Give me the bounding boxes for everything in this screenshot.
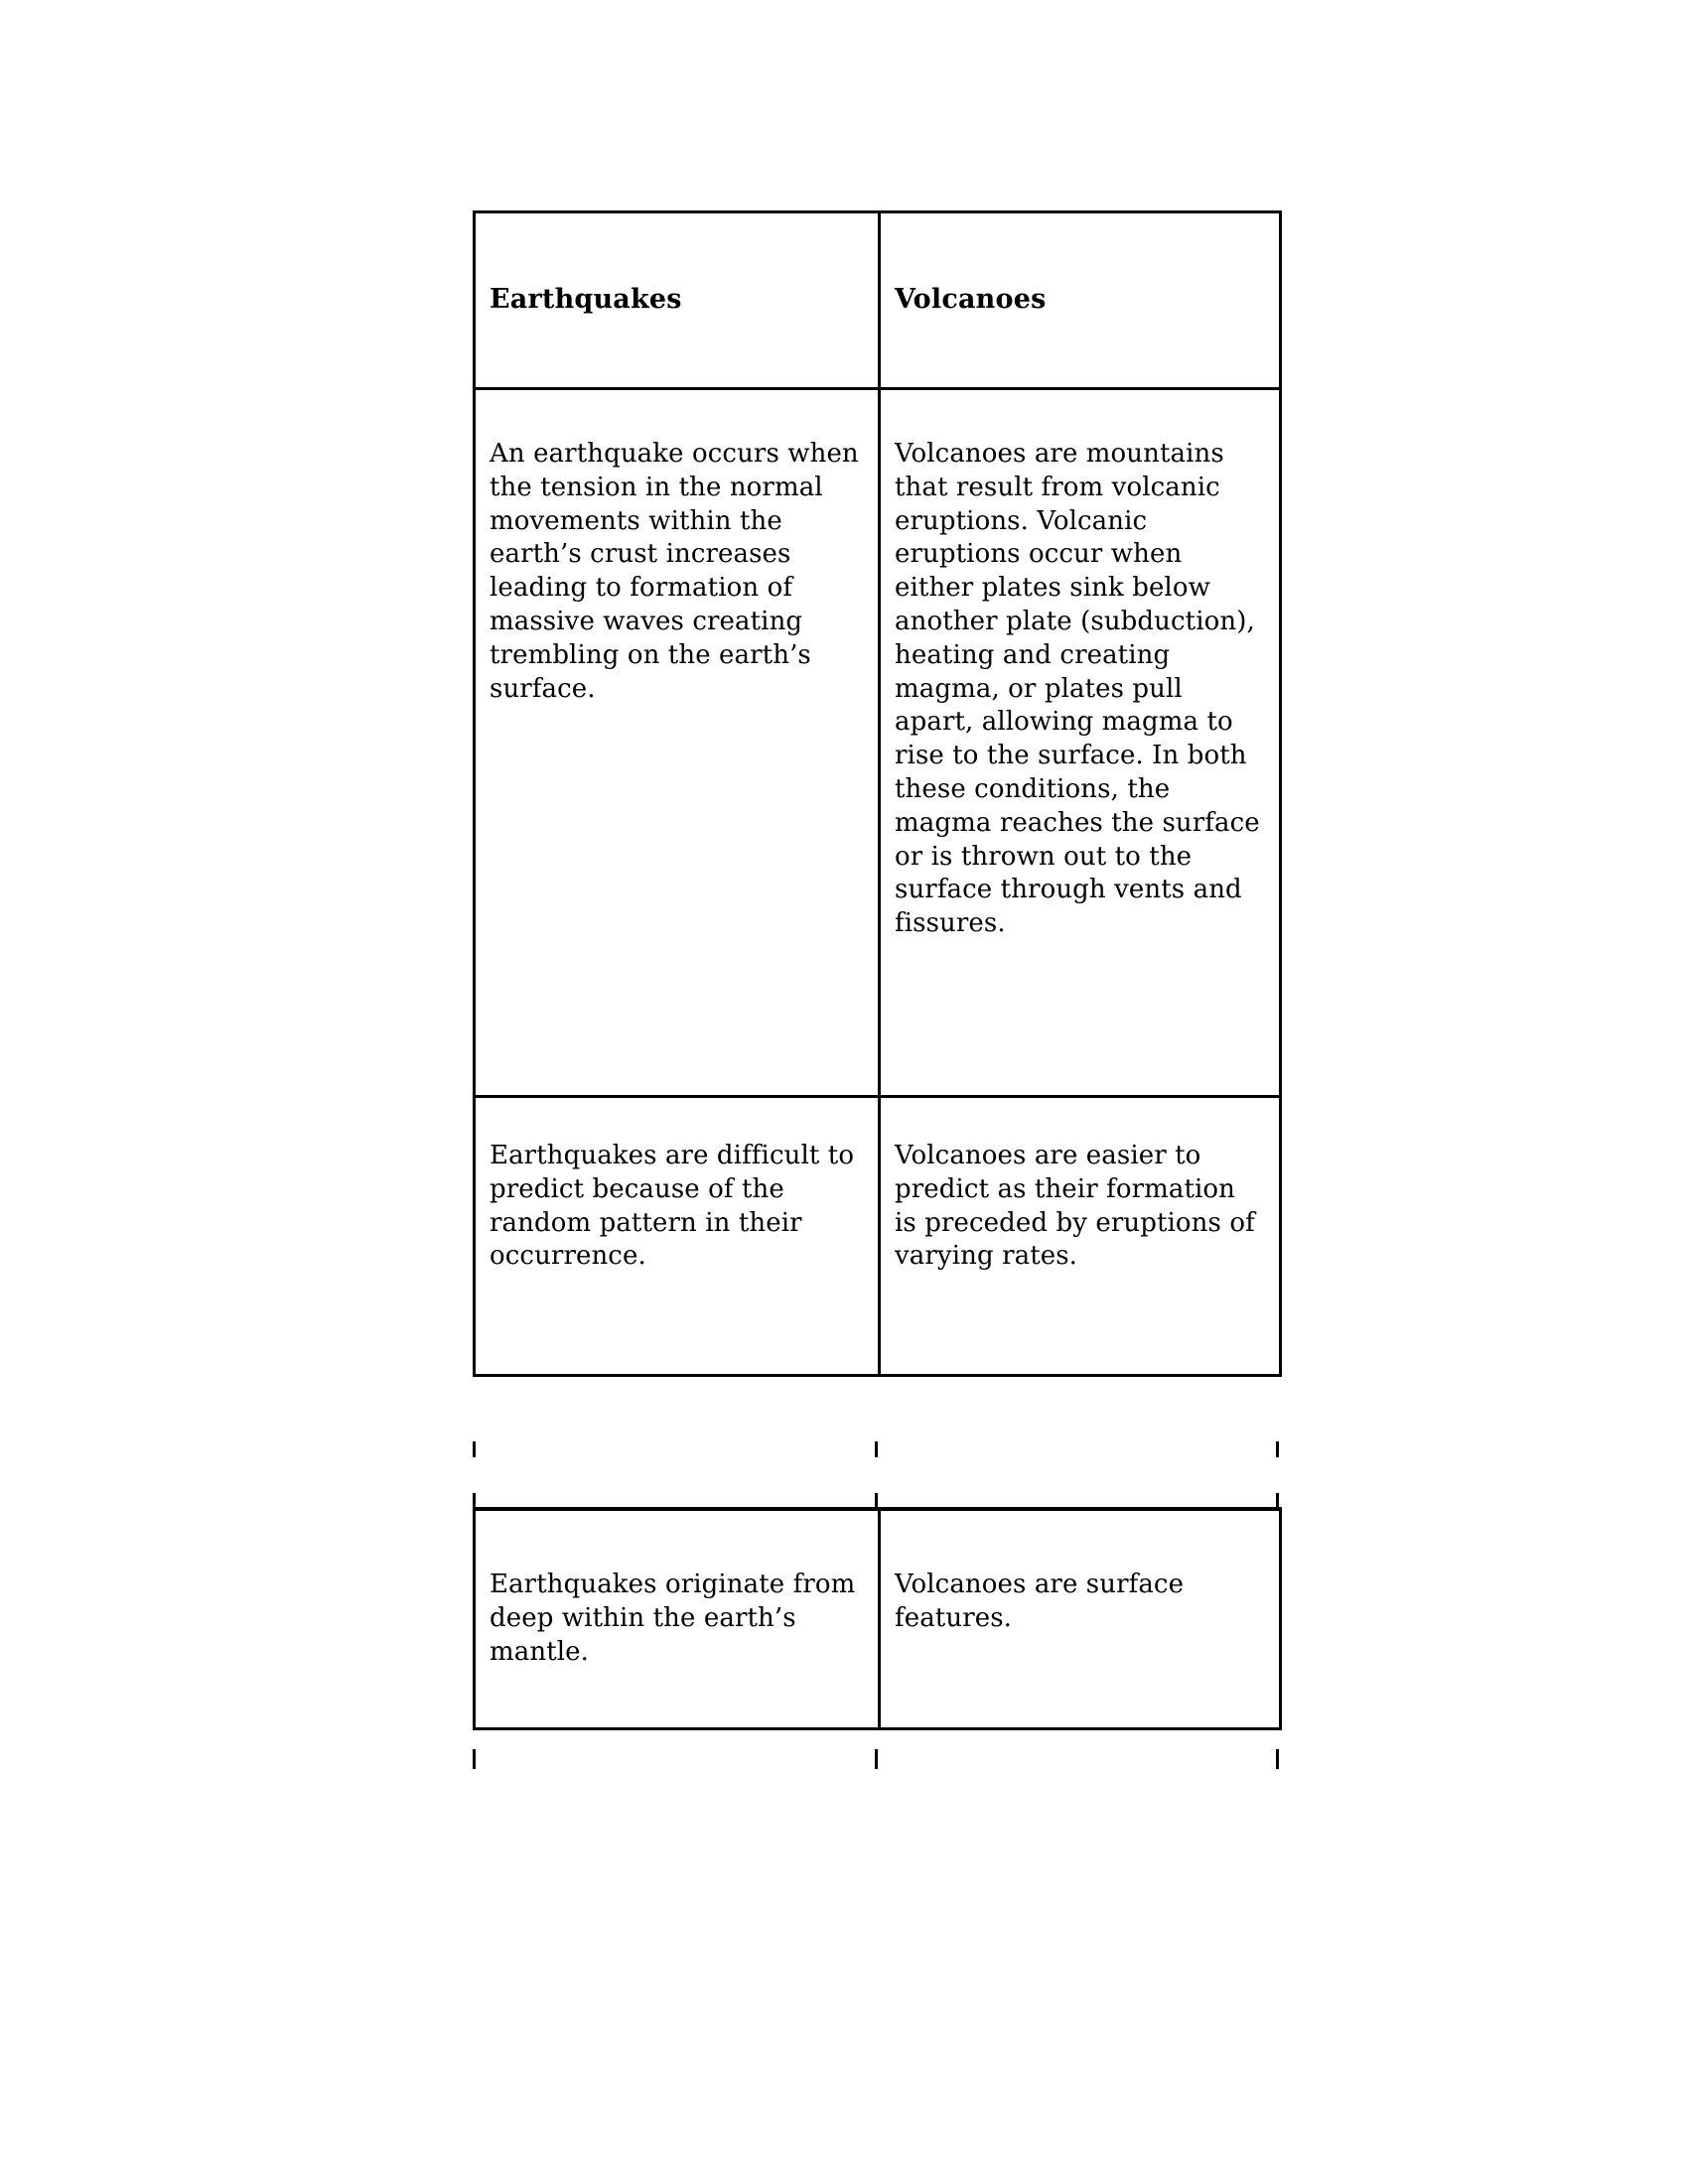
table-cell-volcano-definition [880,389,1281,1097]
table-cell-volcano-origin [880,1509,1281,1729]
earthquake-definition-text: An earthquake occurs when the tension in the normal movements within the earth’s crust increases leading to formation of massive waves creating trembling on the earth’s surface. [490,439,859,704]
table-cell-volcano-prediction [880,1097,1281,1376]
table-row [475,1509,1281,1729]
table-continuation-stub [1276,1749,1279,1769]
volcano-definition-text: Volcanoes are mountains that result from volcanic eruptions. Volcanic eruptions occur when either plates sink below another plate (subduction), heating and creating magma, or plates pull apart, allowing magma to rise to the surface. In both these conditions, the magma reaches the surface or is thrown out to the surface through vents and fissures. [895,439,1260,939]
comparison-table-part-two [473,1507,1282,1730]
table-break-stub [473,1441,476,1457]
comparison-table-part-one [473,210,1282,1377]
table-break-stub [875,1441,878,1457]
table-continuation-stub [875,1749,878,1769]
volcano-prediction-text: Volcanoes are easier to predict as their formation is preceded by eruptions of varying rates. [895,1141,1255,1272]
earthquake-origin-text: Earthquakes originate from deep within the earth’s mantle. [490,1570,856,1667]
table-row [475,1097,1281,1376]
volcano-origin-text: Volcanoes are surface features. [895,1570,1185,1633]
table-continuation-stub [473,1749,476,1769]
table-break-stub [1276,1441,1279,1457]
table-row [475,389,1281,1097]
table-cell-earthquake-prediction [475,1097,880,1376]
table-header-cell-earthquakes [475,212,880,389]
column-header-earthquakes: Earthquakes [490,284,682,316]
table-cell-earthquake-definition [475,389,880,1097]
table-header-row [475,212,1281,389]
table-cell-earthquake-origin [475,1509,880,1729]
table-header-cell-volcanoes [880,212,1281,389]
column-header-volcanoes: Volcanoes [895,284,1047,316]
earthquake-prediction-text: Earthquakes are difficult to predict because of the random pattern in their occurrence. [490,1141,855,1272]
